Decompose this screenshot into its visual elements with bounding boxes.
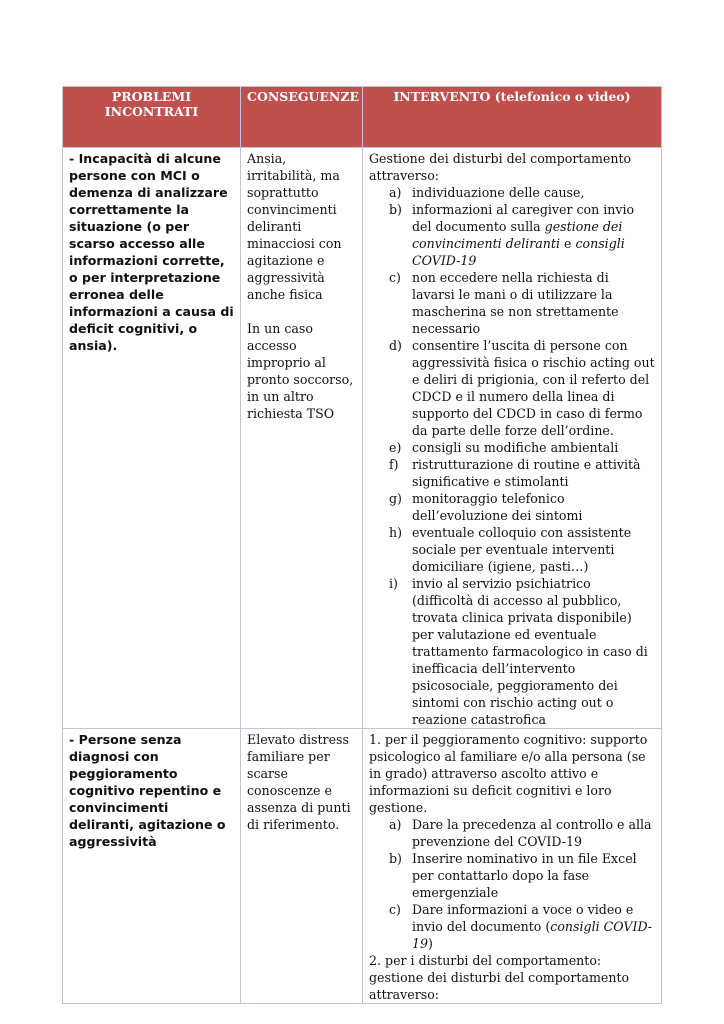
list-item: i) invio al servizio psichiatrico (difficoltà di accesso al pubblico, trovata clinica privata disponibile) per valutazione ed eventuale trattamento farmacologico in caso di inefficacia dell’intervento psicosociale, peggioramento dei sintomi con rischio acting out o reazione catastrofica [389,576,648,727]
table-row [63,148,662,729]
problem-cell [63,148,241,729]
list-item: a) Dare la precedenza al controllo e alla prevenzione del COVID-19 [389,817,652,849]
list-item: h) eventuale colloquio con assistente sociale per eventuale interventi domiciliare (igiene, pasti…) [389,525,632,574]
consequence-cell [241,729,363,1004]
header-intervention: INTERVENTO (telefonico o video) [363,87,662,148]
intervention-list [369,816,655,952]
header-row [63,87,662,148]
intervention-intro: Gestione dei disturbi del comportamento attraverso: [369,151,632,183]
consequence-text: In un caso accesso improprio al pronto soccorso, in un altro richiesta TSO [247,321,354,421]
header-consequences: CONSEGUENZE [241,87,363,148]
consequence-cell [241,148,363,729]
list-item: e) consigli su modifiche ambientali [389,440,619,455]
intervention-intro: 1. per il peggioramento cognitivo: supporto psicologico al familiare e/o alla persona (se in grado) attraverso ascolto attivo e informazioni su deficit cognitivi e loro gestione. [369,732,648,815]
consequence-text: Elevato distress familiare per scarse conoscenze e assenza di punti di riferimento. [247,732,351,832]
list-item: f) ristrutturazione di routine e attività significative e stimolanti [389,457,641,489]
list-item: c) non eccedere nella richiesta di lavarsi le mani o di utilizzare la mascherina se non strettamente necessario [389,270,619,336]
list-item: c) Dare informazioni a voce o video e invio del documento (consigli COVID-19) [389,902,653,951]
intervention-cell [363,148,662,729]
problem-text: - Incapacità di alcune persone con MCI o demenza di analizzare correttamente la situazione (o per scarso accesso alle informazioni corrette, o per interpretazione erronea delle informazioni a causa di deficit cognitivi, o ansia). [69,151,234,353]
list-item: b) Inserire nominativo in un file Excel per contattarlo dopo la fase emergenziale [389,851,637,900]
list-item: b) informazioni al caregiver con invio del documento sulla gestione dei convincimenti deliranti e consigli COVID-19 [389,202,635,268]
list-item: a) individuazione delle cause, [389,185,585,200]
intervention-list [369,184,655,728]
table-row [63,729,662,1004]
intervention-cell [363,729,662,1004]
problems-table [62,86,662,1004]
header-problems: PROBLEMI INCONTRATI [63,87,241,148]
consequence-text: Ansia, irritabilità, ma soprattutto convincimenti deliranti minacciosi con agitazione e aggressività anche fisica [247,151,342,302]
list-item: d) consentire l’uscita di persone con aggressività fisica o rischio acting out e deliri di prigionia, con il referto del CDCD e il numero della linea di supporto del CDCD in caso di fermo da parte delle forze dell’ordine. [389,338,655,438]
problem-text: - Persone senza diagnosi con peggioramento cognitivo repentino e convincimenti deliranti, agitazione o aggressività [69,732,226,849]
intervention-outro: 2. per i disturbi del comportamento: gestione dei disturbi del comportamento attraverso: [369,953,630,1002]
list-item: g) monitoraggio telefonico dell’evoluzione dei sintomi [389,491,583,523]
problem-cell [63,729,241,1004]
